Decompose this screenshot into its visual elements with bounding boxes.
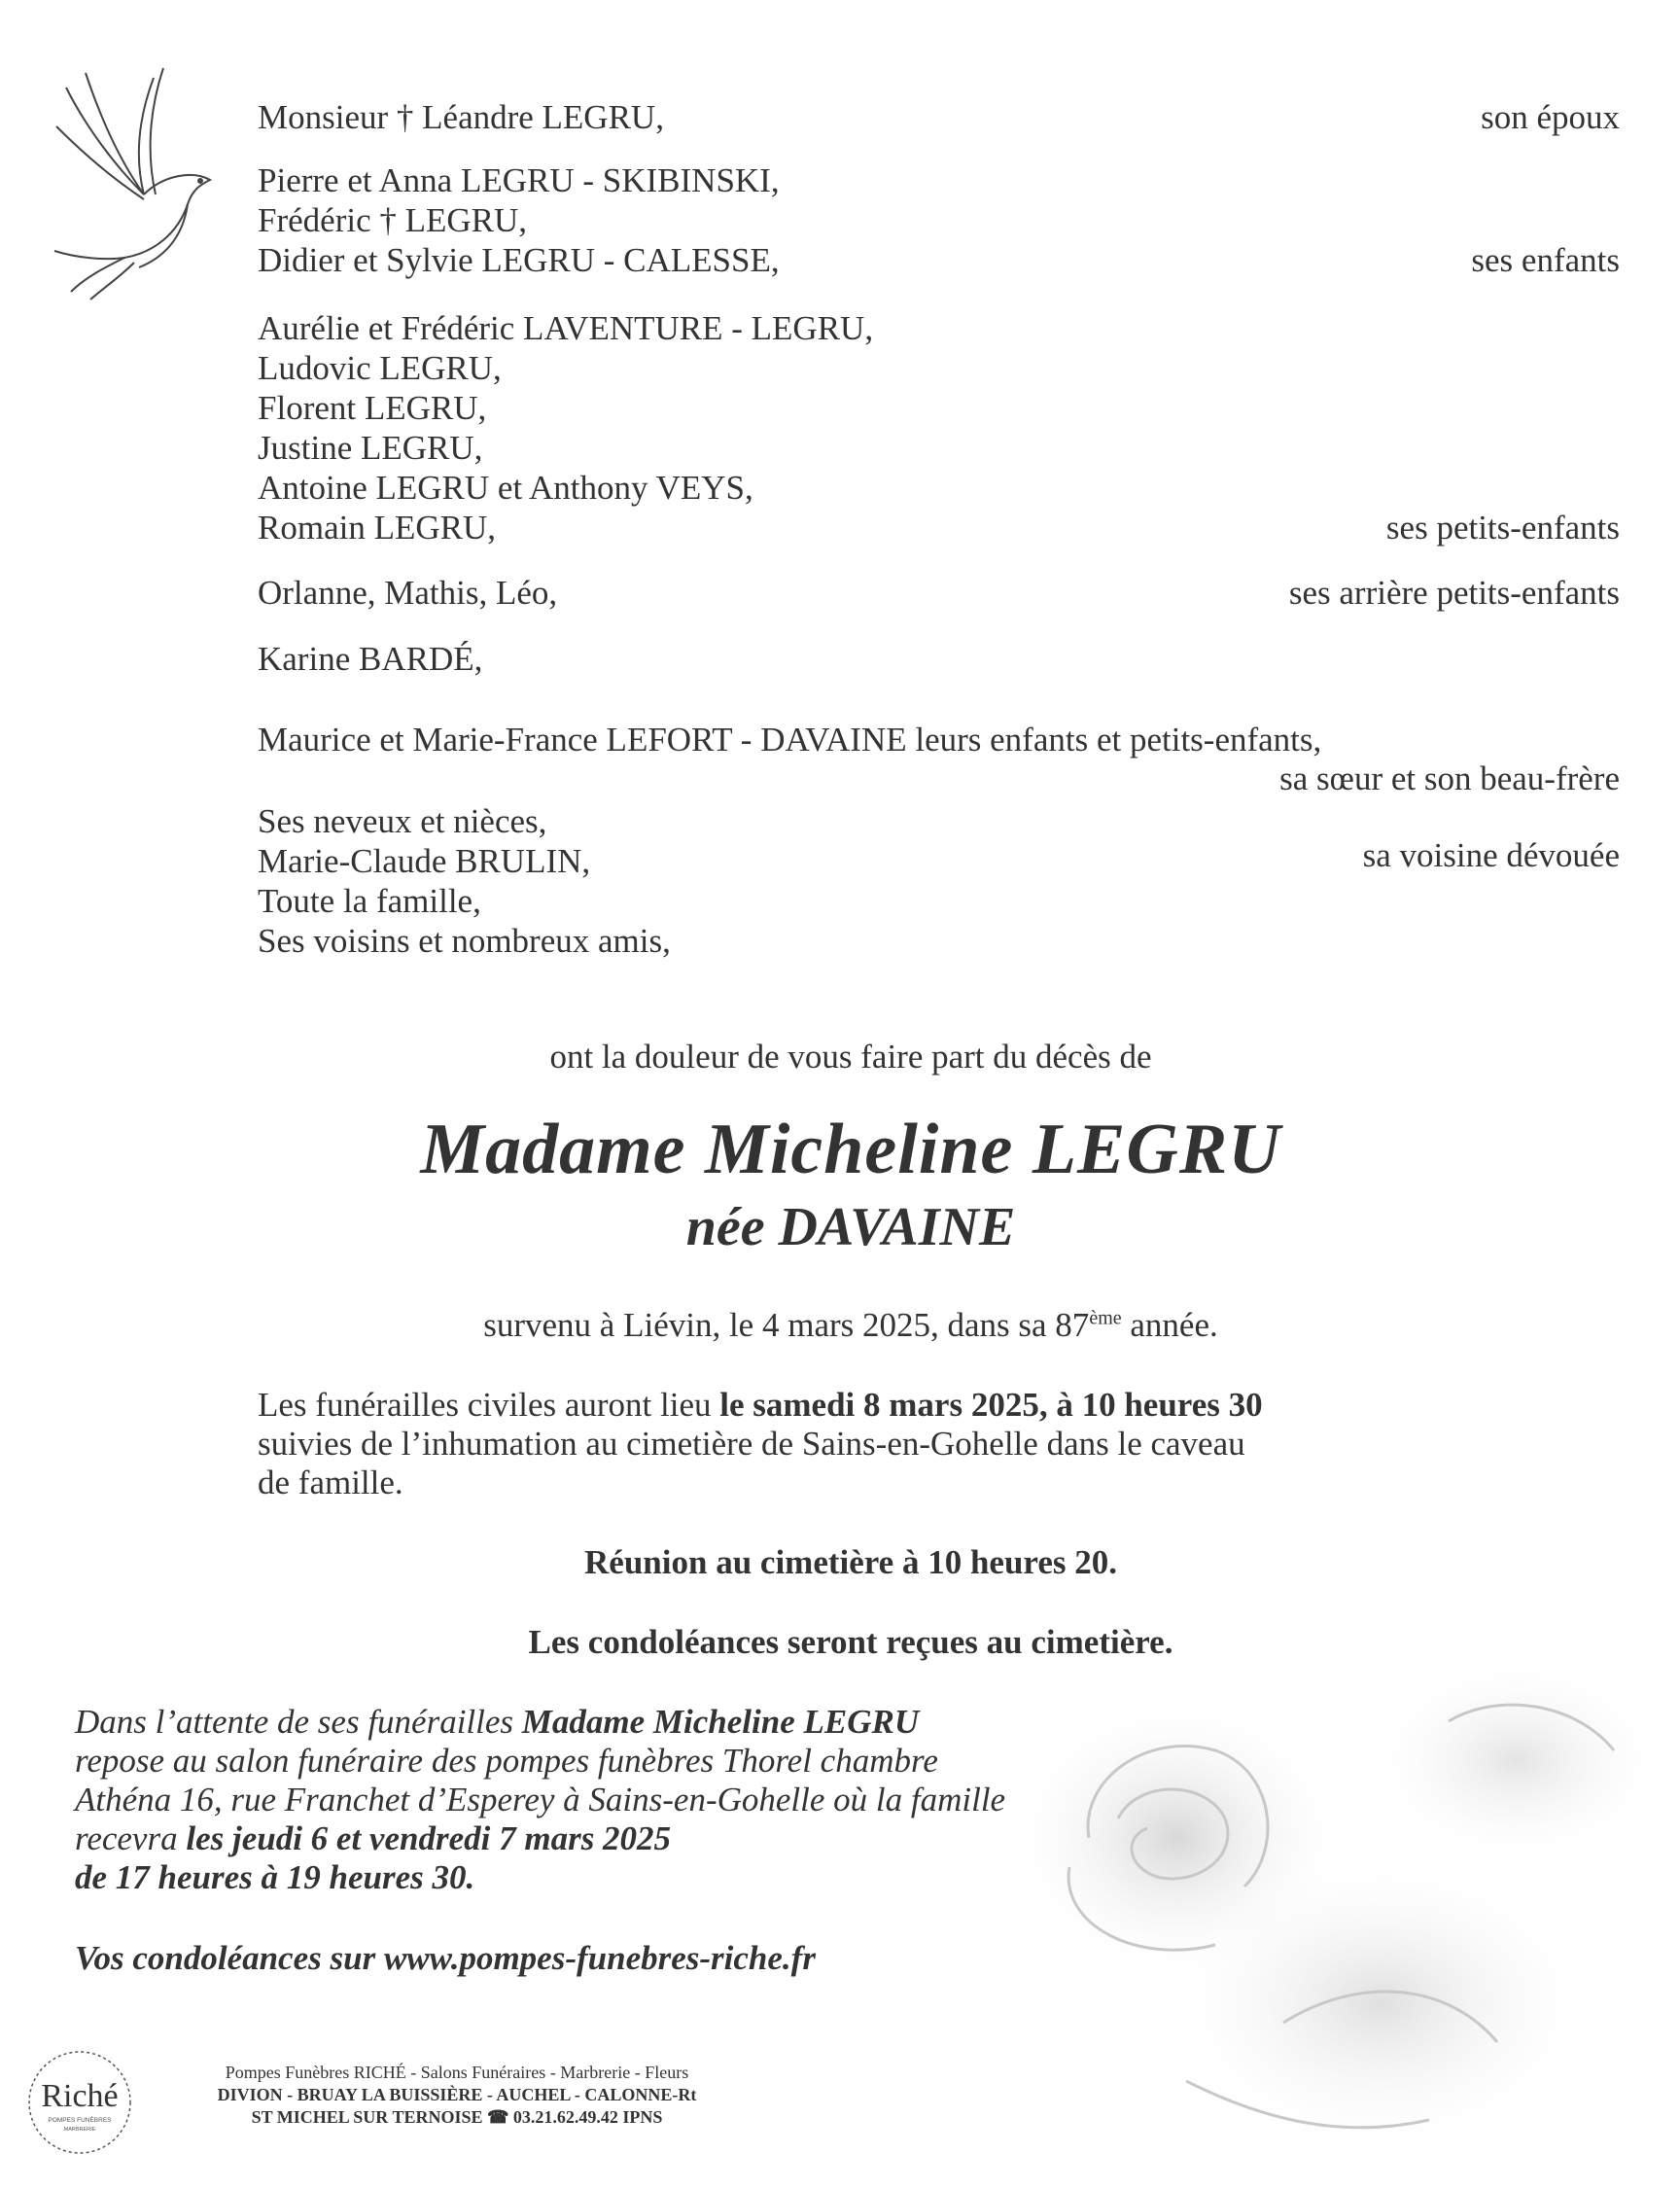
lefort-line: Maurice et Marie-France LEFORT - DAVAINE leurs enfants et petits-enfants, [258,721,1322,759]
online-condolences: Vos condoléances sur www.pompes-funebres-riche.fr [75,1939,816,1977]
family-group-children [258,160,1620,280]
footer-line-2: DIVION - BRUAY LA BUISSIÈRE - AUCHEL - CALONNE-Rt [217,2085,697,2104]
family-name-line: Florent LEGRU, [258,389,487,427]
funeral-line-2: suivies de l’inhumation au cimetière de Sains-en-Gohelle dans le caveau [258,1425,1245,1463]
svg-text:MARBRERIE: MARBRERIE [63,2127,96,2133]
others-line: Marie-Claude BRULIN, [258,842,591,880]
family-name-line: Justine LEGRU, [258,429,483,467]
rest-line-2: repose au salon funéraire des pompes funèbres Thorel chambre [75,1742,938,1780]
birth-name: née DAVAINE [685,1197,1016,1257]
rest-line-3: Athéna 16, rue Franchet d’Esperey à Sains-en-Gohelle où la famille [75,1781,1006,1818]
others-line: Ses voisins et nombreux amis, [258,922,671,960]
rest-line-4: recevra les jeudi 6 et vendredi 7 mars 2025 [75,1819,672,1857]
family-group-spouse [258,97,1620,137]
family-name-line: Monsieur † Léandre LEGRU, [258,98,664,136]
family-relation: ses enfants [1471,241,1620,279]
family-relation: ses arrière petits-enfants [1288,574,1620,612]
family-name-line: Romain LEGRU, [258,509,496,547]
funeral-line-1: Les funérailles civiles auront lieu le samedi 8 mars 2025, à 10 heures 30 [258,1386,1263,1424]
footer-line-3: ST MICHEL SUR TERNOISE ☎ 03.21.62.49.42 IPNS [251,2107,663,2127]
family-name-line: Aurélie et Frédéric LAVENTURE - LEGRU, [258,309,874,347]
family-name-line: Ludovic LEGRU, [258,349,502,387]
family-name-line: Frédéric † LEGRU, [258,201,528,239]
condolences-place: Les condoléances seront reçues au cimetière. [528,1623,1173,1661]
family-relation: son époux [1481,98,1620,136]
svg-text:Riché: Riché [41,2078,119,2114]
rest-line-5: de 17 heures à 19 heures 30. [75,1858,475,1896]
family-name-line: Karine BARDÉ, [258,640,483,678]
rose-image [992,1634,1672,2188]
deceased-name: Madame Micheline LEGRU [420,1110,1281,1189]
dove-icon [47,58,231,301]
family-group-grandchildren [258,308,1620,547]
death-info: survenu à Liévin, le 4 mars 2025, dans sa 87ème année. [483,1306,1218,1344]
reunion-text: Réunion au cimetière à 10 heures 20. [584,1543,1117,1581]
rest-line-1: Dans l’attente de ses funérailles Madame Micheline LEGRU [75,1703,920,1741]
family-name-line: Antoine LEGRU et Anthony VEYS, [258,469,753,507]
others-group [258,801,1620,961]
announce-text: ont la douleur de vous faire part du décès de [549,1038,1152,1076]
family-name-line: Pierre et Anna LEGRU - SKIBINSKI, [258,161,780,199]
family-relation: sa voisine dévouée [1362,836,1620,874]
family-relation: ses petits-enfants [1385,509,1620,547]
riche-logo [21,2042,138,2159]
family-group-other [258,639,1620,679]
others-line: Ses neveux et nièces, [258,802,547,840]
others-line: Toute la famille, [258,882,481,920]
family-relation: sa sœur et son beau-frère [1279,759,1620,797]
family-name-line: Didier et Sylvie LEGRU - CALESSE, [258,241,780,279]
svg-text:POMPES FUNÈBRES: POMPES FUNÈBRES [48,2117,112,2124]
footer-line-1: Pompes Funèbres RICHÉ - Salons Funéraires - Marbrerie - Fleurs [225,2063,689,2082]
family-name-line: Orlanne, Mathis, Léo, [258,574,558,612]
family-group-great-grandchildren [258,573,1620,613]
funeral-line-3: de famille. [258,1464,403,1501]
